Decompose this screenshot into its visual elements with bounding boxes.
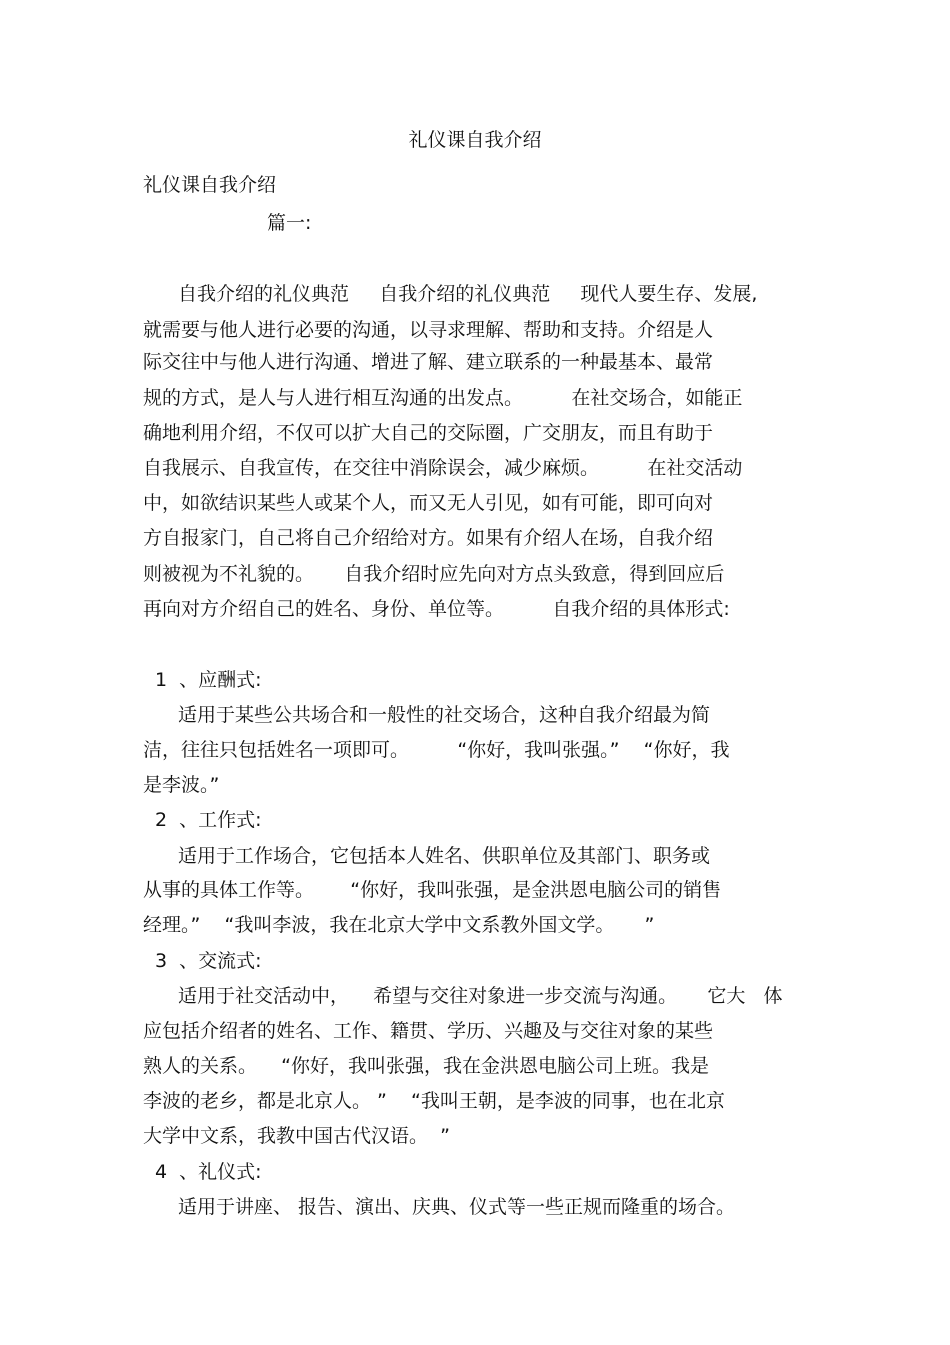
list-heading: 1 、应酬式: <box>155 669 262 691</box>
list-heading: 3 、交流式: <box>155 950 262 972</box>
paragraph-line: 就需要与他人进行必要的沟通，以寻求理解、帮助和支持。介绍是人 <box>143 319 714 341</box>
document-subtitle: 礼仪课自我介绍 <box>143 174 277 196</box>
paragraph-line: 熟人的关系。 “你好，我叫张强，我在金洪恩电脑公司上班。我是 <box>143 1055 710 1077</box>
paragraph-line: 应包括介绍者的姓名、工作、籍贯、学历、兴趣及与交往对象的某些 <box>143 1020 714 1042</box>
paragraph-line: 适用于讲座、 报告、演出、庆典、仪式等一些正规而隆重的场合。 <box>178 1196 736 1218</box>
paragraph-line: 洁，往往只包括姓名一项即可。 “你好，我叫张强。” “你好，我 <box>143 739 730 761</box>
paragraph-line: 规的方式，是人与人进行相互沟通的出发点。 在社交场合，如能正 <box>143 387 743 409</box>
paragraph-line: 大学中文系，我教中国古代汉语。 ” <box>143 1125 450 1147</box>
paragraph-line: 李波的老乡，都是北京人。 ” “我叫王朝，是李波的同事，也在北京 <box>143 1090 725 1112</box>
paragraph-line: 自我介绍的礼仪典范 自我介绍的礼仪典范 现代人要生存、发展, <box>178 283 758 305</box>
paragraph-line: 中，如欲结识某些人或某个人，而又无人引见，如有可能，即可向对 <box>143 492 714 514</box>
paragraph-line: 从事的具体工作等。 “你好，我叫张强，是金洪恩电脑公司的销售 <box>143 879 722 901</box>
paragraph-line: 方自报家门，自己将自己介绍给对方。如果有介绍人在场，自我介绍 <box>143 527 714 549</box>
paragraph-line: 适用于社交活动中， 希望与交往对象进一步交流与沟通。 它大 体 <box>178 985 783 1007</box>
section-heading: 篇一: <box>267 212 312 234</box>
list-heading: 4 、礼仪式: <box>155 1161 262 1183</box>
paragraph-line: 经理。” “我叫李波，我在北京大学中文系教外国文学。 ” <box>143 914 655 936</box>
document-title: 礼仪课自我介绍 <box>408 129 542 151</box>
paragraph-line: 确地利用介绍，不仅可以扩大自己的交际圈，广交朋友，而且有助于 <box>143 422 714 444</box>
list-heading: 2 、工作式: <box>155 809 262 831</box>
paragraph-line: 自我展示、自我宣传，在交往中消除误会，减少麻烦。 在社交活动 <box>143 457 743 479</box>
paragraph-line: 适用于某些公共场合和一般性的社交场合，这种自我介绍最为简 <box>178 704 711 726</box>
paragraph-line: 是李波。” <box>143 774 220 796</box>
paragraph-line: 则被视为不礼貌的。 自我介绍时应先向对方点头致意，得到回应后 <box>143 563 725 585</box>
paragraph-line: 际交往中与他人进行沟通、增进了解、建立联系的一种最基本、最常 <box>143 351 714 373</box>
paragraph-line: 适用于工作场合，它包括本人姓名、供职单位及其部门、职务或 <box>178 845 711 867</box>
paragraph-line: 再向对方介绍自己的姓名、身份、单位等。 自我介绍的具体形式: <box>143 598 730 620</box>
